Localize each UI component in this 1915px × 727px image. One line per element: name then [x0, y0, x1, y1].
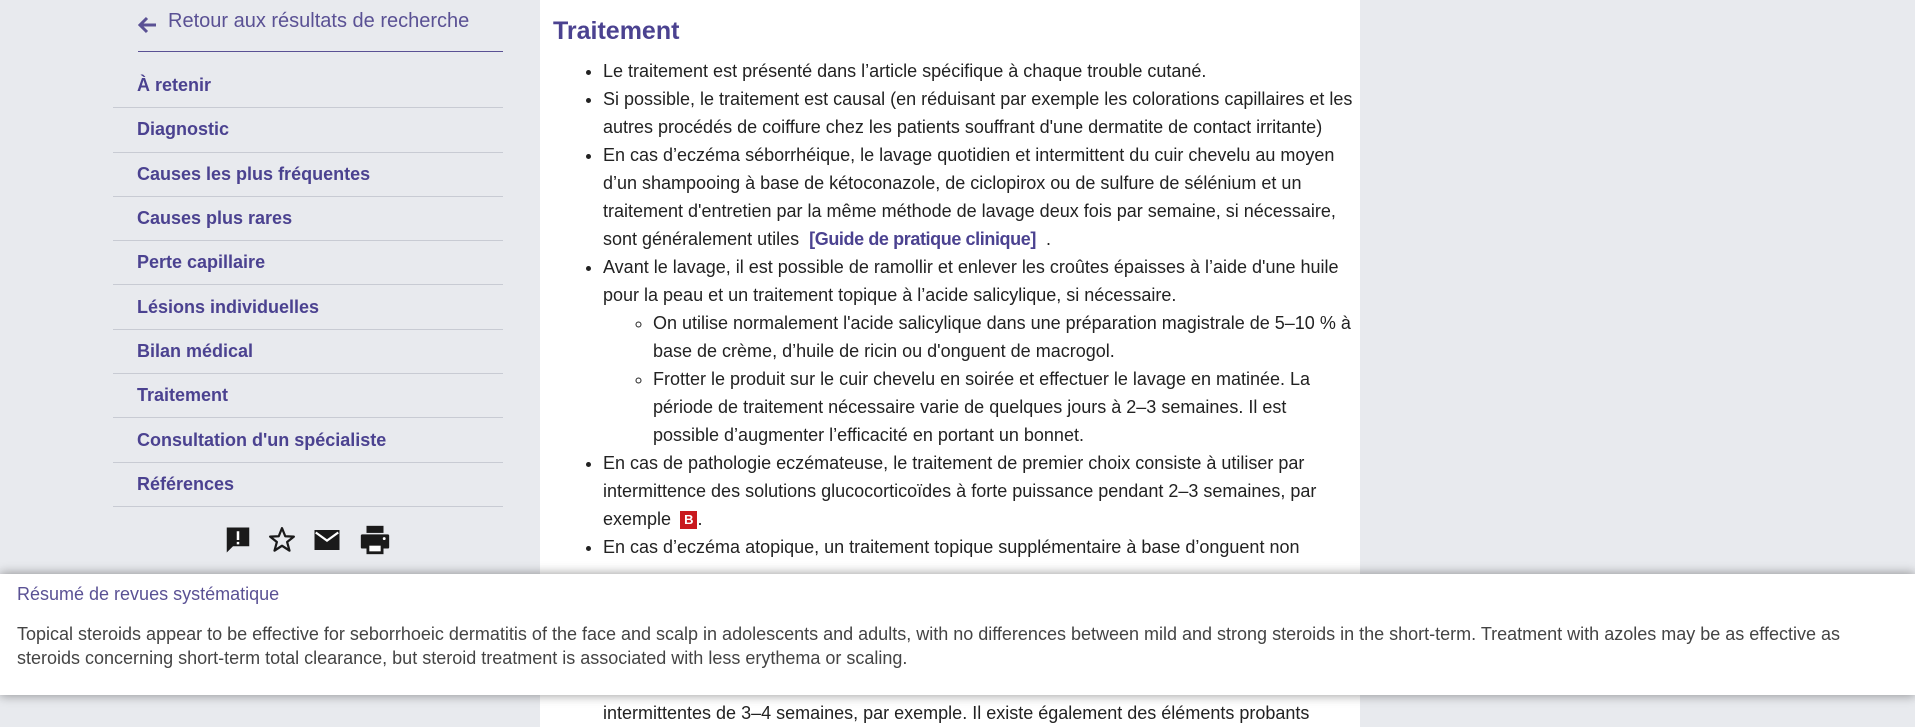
list-item — [603, 85, 1353, 141]
systematic-review-popup — [0, 574, 1915, 695]
list-item-text: Frotter le produit sur le cuir chevelu en soirée et effectuer le lavage en matinée. La période de traitement nécessaire varie de quelques jours à 2–3 semaines. Il est possible d’augmenter l’efficacité en portant un bonnet. — [653, 369, 1311, 445]
list-item-text: En cas de pathologie eczémateuse, le traitement de premier choix consiste à utiliser par intermittence des solutions glucocorticoïdes à forte puissance pendant 2–3 semaines, par exemple — [603, 453, 1317, 529]
sidebar-item-a-retenir[interactable]: À retenir — [113, 64, 503, 108]
sidebar-item-causes-rares[interactable]: Causes plus rares — [113, 197, 503, 241]
sidebar-item-references[interactable]: Références — [113, 463, 503, 507]
list-item-text: En cas d’eczéma atopique, un traitement topique supplémentaire à base d’onguent non — [603, 537, 1300, 557]
sub-list-item — [653, 309, 1353, 365]
sidebar-item-consultation[interactable]: Consultation d'un spécialiste — [113, 418, 503, 462]
list-item-text: intermittentes de 3–4 semaines, par exemple. Il existe également des éléments probants — [603, 703, 1310, 723]
list-item-text: . — [1045, 229, 1051, 249]
list-item-text: Avant le lavage, il est possible de ramollir et enlever les croûtes épaisses à l’aide d'une huile pour la peau et un traitement topique à l’acide salicylique, si nécessaire. — [603, 257, 1339, 305]
sub-list-item — [653, 365, 1353, 449]
sidebar-item-diagnostic[interactable]: Diagnostic — [113, 108, 503, 152]
list-item-text: En cas d’eczéma séborrhéique, le lavage quotidien et intermittent du cuir chevelu au moyen d’un shampooing à base de kétoconazole, de ciclopirox ou de sulfure de sélénium et un traitement d'entretien par la même méthode de lavage deux fois par semaine, si nécessaire, sont généralement utiles — [603, 145, 1336, 249]
feedback-icon[interactable] — [223, 525, 253, 555]
treatment-list — [603, 57, 1353, 723]
list-item — [603, 57, 1353, 85]
list-item-text: On utilise normalement l'acide salicylique dans une préparation magistrale de 5–10 % à base de crème, d’huile de ricin ou d'onguent de macrogol. — [653, 313, 1351, 361]
toolbar — [113, 520, 503, 560]
sidebar-item-causes-frequentes[interactable]: Causes les plus fréquentes — [113, 153, 503, 197]
list-item — [603, 533, 1353, 561]
print-icon[interactable] — [357, 523, 393, 557]
sidebar-item-perte-capillaire[interactable]: Perte capillaire — [113, 241, 503, 285]
arrow-left-icon — [138, 10, 158, 41]
list-item-text: Le traitement est présenté dans l’article spécifique à chaque trouble cutané. — [603, 61, 1207, 81]
list-item-text: Si possible, le traitement est causal (en réduisant par exemple les colorations capillaires et les autres procédés de coiffure chez les patients souffrant d'une dermatite de contact irritante) — [603, 89, 1353, 137]
list-item — [603, 253, 1353, 449]
section-title: Traitement — [553, 17, 680, 45]
list-item-text: . — [697, 509, 703, 529]
popup-title: Résumé de revues systématique — [17, 584, 280, 604]
back-link-label: Retour aux résultats de recherche — [168, 10, 470, 32]
back-to-results-link[interactable] — [138, 10, 503, 52]
email-icon[interactable] — [311, 525, 343, 555]
sidebar-item-lesions[interactable]: Lésions individuelles — [113, 285, 503, 329]
sidebar-item-bilan[interactable]: Bilan médical — [113, 330, 503, 374]
list-item — [603, 449, 1353, 533]
favorite-star-icon[interactable] — [267, 525, 297, 555]
sidebar-item-traitement[interactable]: Traitement — [113, 374, 503, 418]
evidence-level-badge[interactable]: B — [680, 511, 697, 529]
list-item — [603, 141, 1353, 253]
popup-text: Topical steroids appear to be effective for seborrhoeic dermatitis of the face and scalp in adolescents and adults, with no differences between mild and strong steroids in the short-term. Treatment with azoles may be as effective as steroids concerning short-term total clearance, but steroid treatment is associated with less erythema or scaling. — [17, 624, 1840, 668]
guideline-link[interactable]: [Guide de pratique clinique] — [809, 229, 1036, 249]
sidebar-nav — [113, 64, 503, 507]
